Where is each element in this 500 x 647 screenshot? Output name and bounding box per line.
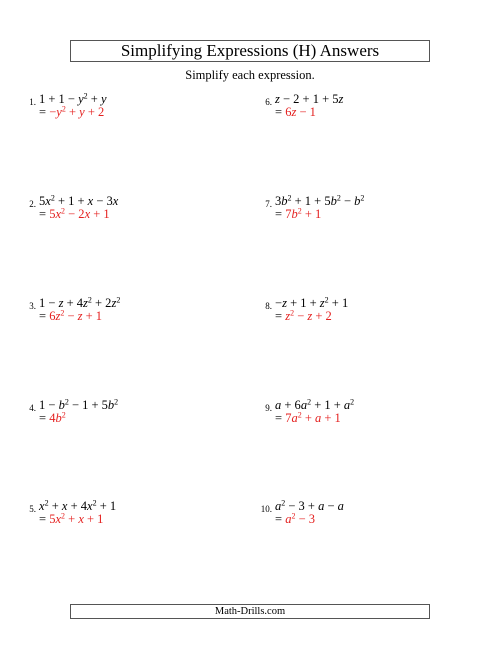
problem-number: 8. xyxy=(265,301,272,311)
problem-answer: = $7a^2 + a + 1$ xyxy=(275,410,341,425)
problem-answer: = $-y^2 + y + 2$ xyxy=(39,104,105,119)
problem-answer: = $5x^2 + x + 1$ xyxy=(39,511,104,526)
problem-number: 1. xyxy=(29,97,36,107)
problem-number: 7. xyxy=(265,199,272,209)
instructions: Simplify each expression. xyxy=(185,68,315,82)
problem-number: 4. xyxy=(29,403,36,413)
problem-number: 6. xyxy=(265,97,272,107)
problem-number: 9. xyxy=(265,403,272,413)
problem-answer: = 6z − 1 xyxy=(275,105,316,119)
problem-number: 3. xyxy=(29,301,36,311)
problem-answer: = $z^2 - z + 2$ xyxy=(275,308,332,323)
footer-source: Math-Drills.com xyxy=(70,604,430,619)
problem-expression: $1 + 1 - y^2 + y$ xyxy=(39,91,107,106)
problem-answer: = $4b^2$ xyxy=(39,410,66,425)
problem-expression: $5x^2 + 1 + x - 3x$ xyxy=(39,193,119,208)
problem-expression: $-z + 1 + z^2 + 1$ xyxy=(275,295,349,310)
problem-expression: $1 - b^2 - 1 + 5b^2$ xyxy=(39,397,119,412)
problem-expression: $1 - z + 4z^2 + 2z^2$ xyxy=(39,295,121,310)
problem-number: 2. xyxy=(29,199,36,209)
problem-answer: = $7b^2 + 1$ xyxy=(275,206,322,221)
problem-number: 10. xyxy=(260,504,272,514)
problem-expression: $a^2 - 3 + a - a$ xyxy=(275,498,344,513)
problem-answer: = $6z^2 - z + 1$ xyxy=(39,308,103,323)
problem-expression: $x^2 + x + 4x^2 + 1$ xyxy=(39,498,117,513)
problem-number: 5. xyxy=(29,504,36,514)
problem-answer: = $5x^2 - 2x + 1$ xyxy=(39,206,110,221)
problem-answer: = $a^2 - 3$ xyxy=(275,511,315,526)
problem-expression: $a + 6a^2 + 1 + a^2$ xyxy=(275,397,355,412)
problem-expression: z − 2 + 1 + 5z xyxy=(275,92,344,106)
problem-expression: $3b^2 + 1 + 5b^2 - b^2$ xyxy=(275,193,365,208)
worksheet-title: Simplifying Expressions (H) Answers xyxy=(70,40,430,62)
